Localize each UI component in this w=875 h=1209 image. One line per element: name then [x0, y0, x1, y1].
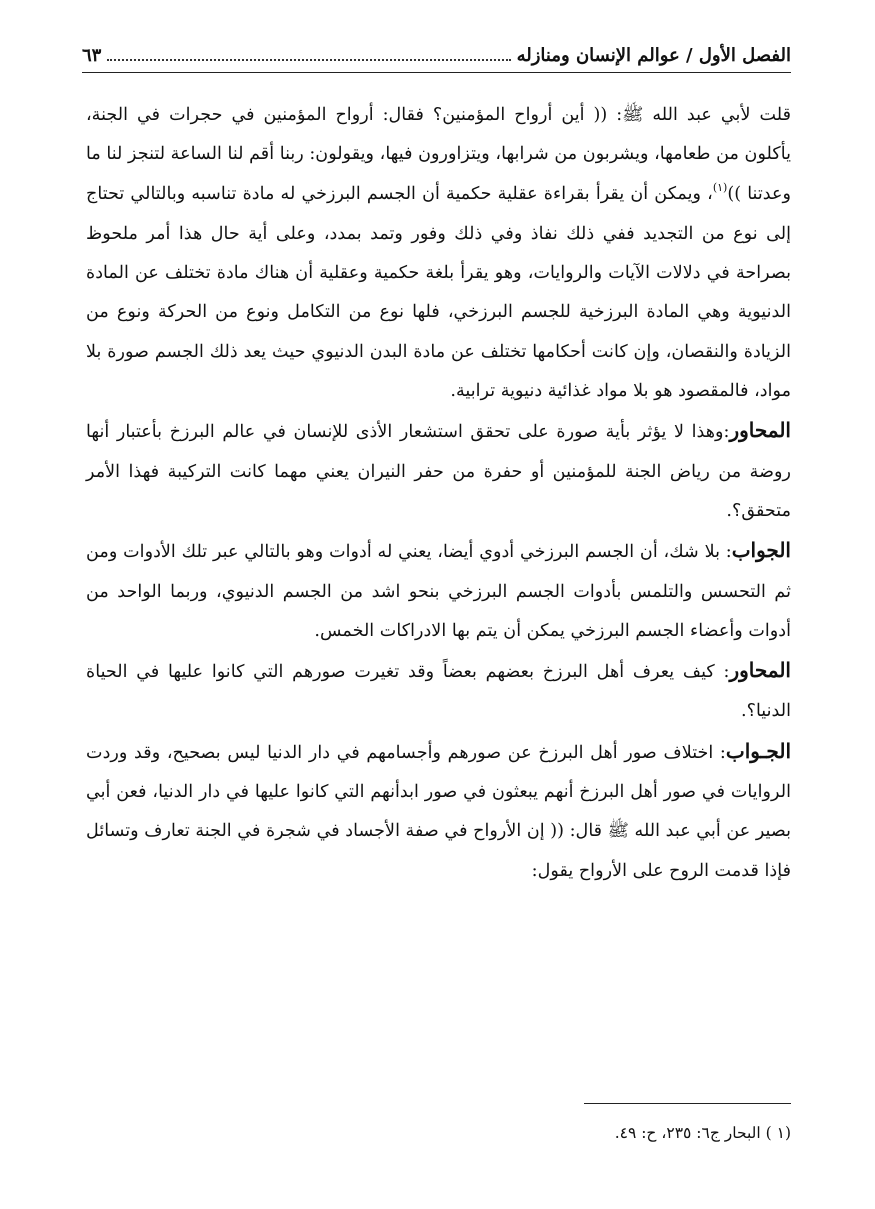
paragraph-2 [86, 411, 791, 531]
page-number: ٦٣ [82, 44, 102, 66]
paragraph-2-text: وهذا لا يؤثر بأية صورة على تحقق استشعار الأذى للإنسان في عالم البرزخ بأعتبار أنها روضة من رياض الجنة للمؤمنين أو حفرة من حفر النيران يعني مهما كانت التركيبة فهذا الأمر متحقق؟. [86, 422, 791, 521]
paragraph-1 [86, 96, 791, 411]
paragraph-1-text-b: ، ويمكن أن يقرأ بقراءة عقلية حكمية أن الجسم البرزخي له مادة تناسبه وبالتالي تحتاج إلى نوع من التجديد ففي ذلك نفاذ وفي ذلك وفور وتمد بمدد، وعلى أية حال هذا أمر ملحوظ بصراحة في دلالات الآيات والروايات، وهو يقرأ بلغة حكمية وعقلية أن هناك مادة تختلف عن المادة الدنيوية وهي المادة البرزخية للجسم البرزخي، فلها نوع من التكامل ونوع من الحركة ونوع من الزيادة والنقصان، وإن كانت أحكامها تختلف عن مادة البدن الدنيوي حيث يعد ذلك الجسم صورة بلا مواد، فالمقصود هو بلا مواد غذائية دنيوية ترابية. [86, 183, 791, 402]
paragraph-4 [86, 651, 791, 732]
speaker-separator: : [713, 742, 726, 763]
footnote-reference[interactable]: (١) [712, 180, 728, 194]
paragraph-3-text: بلا شك، أن الجسم البرزخي أدوي أيضا، يعني له أدوات وهو بالتالي عبر تلك الأدوات ومن ثم التحسس والتلمس بأدوات الجسم البرزخي بنحو اشد من الجسم الدنيوي، وربما الواحد من أدوات وأعضاء الجسم البرزخي يمكن أن يتم بها الادراكات الخمس. [86, 542, 791, 641]
header-leader-dots [107, 59, 510, 61]
paragraph-3 [86, 531, 791, 651]
body-text [86, 96, 791, 891]
footnote-separator-line [584, 1103, 791, 1104]
speaker-label-answer: الجـواب [725, 738, 791, 763]
speaker-separator: : [723, 422, 730, 443]
chapter-title: الفصل الأول / عوالم الإنسان ومنازله [516, 44, 791, 66]
paragraph-4-text: كيف يعرف أهل البرزخ بعضهم بعضاً وقد تغيرت صورهم التي كانوا عليها في الحياة الدنيا؟. [86, 662, 791, 722]
speaker-separator: : [719, 542, 732, 563]
footnote: (١ ) البحار ج٦: ٢٣٥، ح: ٤٩. [614, 1124, 791, 1142]
paragraph-1-text-a: قلت لأبي عبد الله ﷺ: (( أين أرواح المؤمنين؟ فقال: أرواح المؤمنين في حجرات في الجنة، يأكلون من طعامها، ويشربون من شرابها، ويتزاورون فيها، ويقولون: ربنا أقم لنا الساعة لتنجز لنا ما وعدتنا )) [86, 105, 791, 204]
paragraph-5 [86, 732, 791, 891]
speaker-label-answer: الجواب [731, 538, 791, 563]
speaker-separator: : [714, 662, 730, 683]
speaker-label-interlocutor: المحاور [729, 418, 791, 443]
running-header [82, 38, 791, 73]
speaker-label-interlocutor: المحاور [729, 658, 791, 683]
paragraph-5-text: اختلاف صور أهل البرزخ عن صورهم وأجسامهم في دار الدنيا ليس بصحيح، وقد وردت الروايات في صور أهل البرزخ أنهم يبعثون في صور ابدأنهم التي كانوا عليها في دار الدنيا، فعن أبي بصير عن أبي عبد الله ﷺ قال: (( إن الأرواح في صفة الأجساد في شجرة في الجنة تعارف وتسائل فإذا قدمت الروح على الأرواح يقول: [86, 742, 791, 881]
